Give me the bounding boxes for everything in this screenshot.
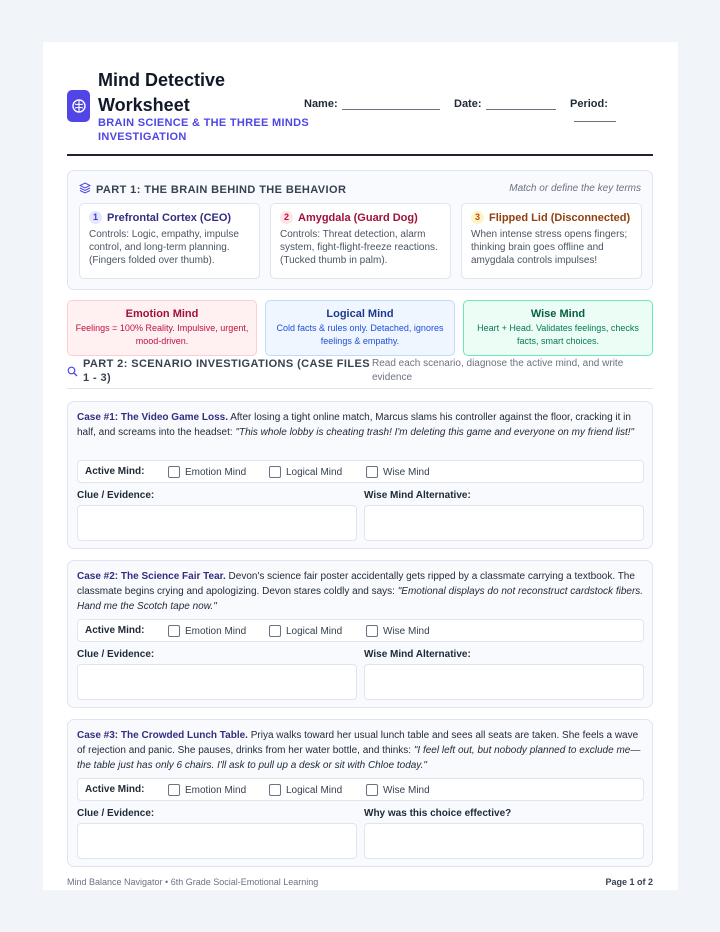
wise-mind-card	[463, 300, 653, 356]
mind-description: Cold facts & rules only. Detached, ignores feelings & empathy.	[276, 323, 444, 346]
term-number: 1	[89, 211, 102, 224]
logical-mind-checkbox[interactable]	[269, 784, 342, 796]
checkbox-box[interactable]	[366, 625, 378, 637]
option-label: Emotion Mind	[185, 625, 247, 637]
case-text: Priya walks toward her usual lunch table and sees all seats are taken. She feels a wave of rejection and panic. She pauses, drinks from her water bottle, and thinks:	[77, 730, 639, 756]
search-icon	[67, 364, 78, 382]
option-label: Logical Mind	[286, 466, 343, 478]
evidence-label: Clue / Evidence:	[77, 808, 155, 819]
mind-name: Logical Mind	[326, 308, 394, 320]
evidence-input[interactable]	[77, 664, 357, 700]
evidence-label: Clue / Evidence:	[77, 649, 155, 660]
period-field[interactable]	[570, 98, 653, 122]
layers-icon	[79, 182, 91, 197]
active-mind-label: Active Mind:	[85, 784, 145, 795]
term-heading	[471, 211, 632, 224]
footer-left: Mind Balance Navigator • 6th Grade Social-Emotional Learning	[67, 877, 319, 887]
emotion-mind-checkbox[interactable]	[168, 784, 246, 796]
option-label: Wise Mind	[383, 466, 430, 478]
case-card-3	[67, 719, 653, 867]
page-footer	[67, 877, 653, 887]
option-label: Logical Mind	[286, 784, 343, 796]
term-card-prefrontal	[79, 203, 260, 279]
mind-name: Emotion Mind	[125, 308, 199, 320]
date-label: Date:	[454, 98, 482, 110]
part2-hint: Read each scenario, diagnose the active mind, and write evidence	[372, 358, 624, 383]
part1-heading	[79, 182, 346, 197]
case-label: Case #3: The Crowded Lunch Table.	[77, 730, 248, 741]
checkbox-box[interactable]	[366, 784, 378, 796]
checkbox-box[interactable]	[269, 625, 281, 637]
effectiveness-label: Why was this choice effective?	[364, 808, 512, 819]
logical-mind-checkbox[interactable]	[269, 466, 342, 478]
option-label: Emotion Mind	[185, 784, 247, 796]
active-mind-row	[77, 460, 644, 483]
case-label: Case #2: The Science Fair Tear.	[77, 571, 226, 582]
term-name: Amygdala (Guard Dog)	[298, 211, 418, 224]
date-field[interactable]	[454, 98, 556, 110]
case-quote: "This whole lobby is cheating trash! I'm deleting this game and everyone on my friend list!"	[235, 427, 635, 438]
evidence-input[interactable]	[77, 823, 357, 859]
worksheet-page	[43, 42, 678, 890]
checkbox-box[interactable]	[269, 466, 281, 478]
name-label: Name:	[304, 98, 338, 110]
case-label: Case #1: The Video Game Loss.	[77, 412, 228, 423]
wise-mind-checkbox[interactable]	[366, 466, 430, 478]
period-label: Period:	[570, 98, 608, 110]
checkbox-box[interactable]	[168, 625, 180, 637]
emotion-mind-checkbox[interactable]	[168, 466, 246, 478]
case-scenario	[77, 728, 645, 773]
wise-mind-checkbox[interactable]	[366, 625, 430, 637]
alternative-label: Wise Mind Alternative:	[364, 490, 471, 501]
checkbox-box[interactable]	[168, 466, 180, 478]
checkbox-box[interactable]	[366, 466, 378, 478]
term-number: 3	[471, 211, 484, 224]
option-label: Emotion Mind	[185, 466, 247, 478]
effectiveness-input[interactable]	[364, 823, 644, 859]
checkbox-box[interactable]	[168, 784, 180, 796]
part1-title: PART 1: THE BRAIN BEHIND THE BEHAVIOR	[96, 183, 347, 196]
case-quote: "I feel left out, but nobody planned to exclude me—the table just has only 6 chairs. I'll ask to pull up a desk or sit with Chloe today."	[77, 745, 641, 771]
case-quote: "Emotional displays do not reconstruct cardstock fibers. Hand me the Scotch tape now."	[77, 586, 644, 612]
case-scenario	[77, 410, 645, 440]
date-line[interactable]	[486, 99, 556, 110]
part1-section	[67, 170, 653, 290]
alternative-label: Wise Mind Alternative:	[364, 649, 471, 660]
emotion-mind-card	[67, 300, 257, 356]
alternative-input[interactable]	[364, 505, 644, 541]
term-card-amygdala	[270, 203, 451, 279]
term-description: When intense stress opens fingers; thinking brain goes offline and amygdala controls impulses!	[471, 229, 628, 266]
option-label: Logical Mind	[286, 625, 343, 637]
part2-heading-row	[67, 355, 653, 389]
wise-mind-checkbox[interactable]	[366, 784, 430, 796]
term-number: 2	[280, 211, 293, 224]
period-line[interactable]	[574, 111, 616, 122]
term-description: Controls: Threat detection, alarm system, fight-flight-freeze reactions. (Tucked thumb in palm).	[280, 229, 438, 266]
checkbox-box[interactable]	[269, 784, 281, 796]
option-label: Wise Mind	[383, 784, 430, 796]
term-heading	[280, 211, 441, 224]
term-name: Prefrontal Cortex (CEO)	[107, 211, 232, 224]
option-label: Wise Mind	[383, 625, 430, 637]
active-mind-row	[77, 778, 644, 801]
case-card-2	[67, 560, 653, 708]
page-subtitle: BRAIN SCIENCE & THE THREE MINDS INVESTIGATION	[98, 117, 309, 143]
case-scenario	[77, 569, 645, 614]
evidence-input[interactable]	[77, 505, 357, 541]
evidence-label: Clue / Evidence:	[77, 490, 155, 501]
case-card-1	[67, 401, 653, 549]
name-field[interactable]	[304, 98, 440, 110]
active-mind-label: Active Mind:	[85, 466, 145, 477]
term-name: Flipped Lid (Disconnected)	[489, 211, 631, 224]
active-mind-label: Active Mind:	[85, 625, 145, 636]
alternative-input[interactable]	[364, 664, 644, 700]
logical-mind-card	[265, 300, 455, 356]
active-mind-row	[77, 619, 644, 642]
mind-name: Wise Mind	[530, 308, 586, 320]
term-heading	[89, 211, 250, 224]
name-line[interactable]	[342, 99, 440, 110]
term-description: Controls: Logic, empathy, impulse control, and long-term planning. (Fingers folded over thumb).	[89, 229, 239, 266]
case-text: Devon's science fair poster accidentally gets ripped by a classmate carrying a textbook. The classmate begins crying and apologizing. Devon stares coldly and says:	[77, 571, 635, 597]
part2-title: PART 2: SCENARIO INVESTIGATIONS (CASE FILES 1 - 3)	[83, 358, 370, 384]
term-card-flipped-lid	[461, 203, 642, 279]
case-text: After losing a tight online match, Marcus slams his controller against the floor, cracking it in half, and screams into the headset:	[77, 412, 631, 438]
page-title: Mind Detective Worksheet	[98, 70, 226, 115]
worksheet-header	[67, 68, 653, 156]
mind-description: Heart + Head. Validates feelings, checks facts, smart choices.	[477, 323, 639, 346]
brain-logo-icon	[67, 90, 90, 122]
mind-description: Feelings = 100% Reality. Impulsive, urgent, mood-driven.	[75, 323, 249, 346]
emotion-mind-checkbox[interactable]	[168, 625, 246, 637]
logical-mind-checkbox[interactable]	[269, 625, 342, 637]
part1-hint: Match or define the key terms	[509, 183, 641, 194]
page-number: Page 1 of 2	[605, 877, 653, 887]
